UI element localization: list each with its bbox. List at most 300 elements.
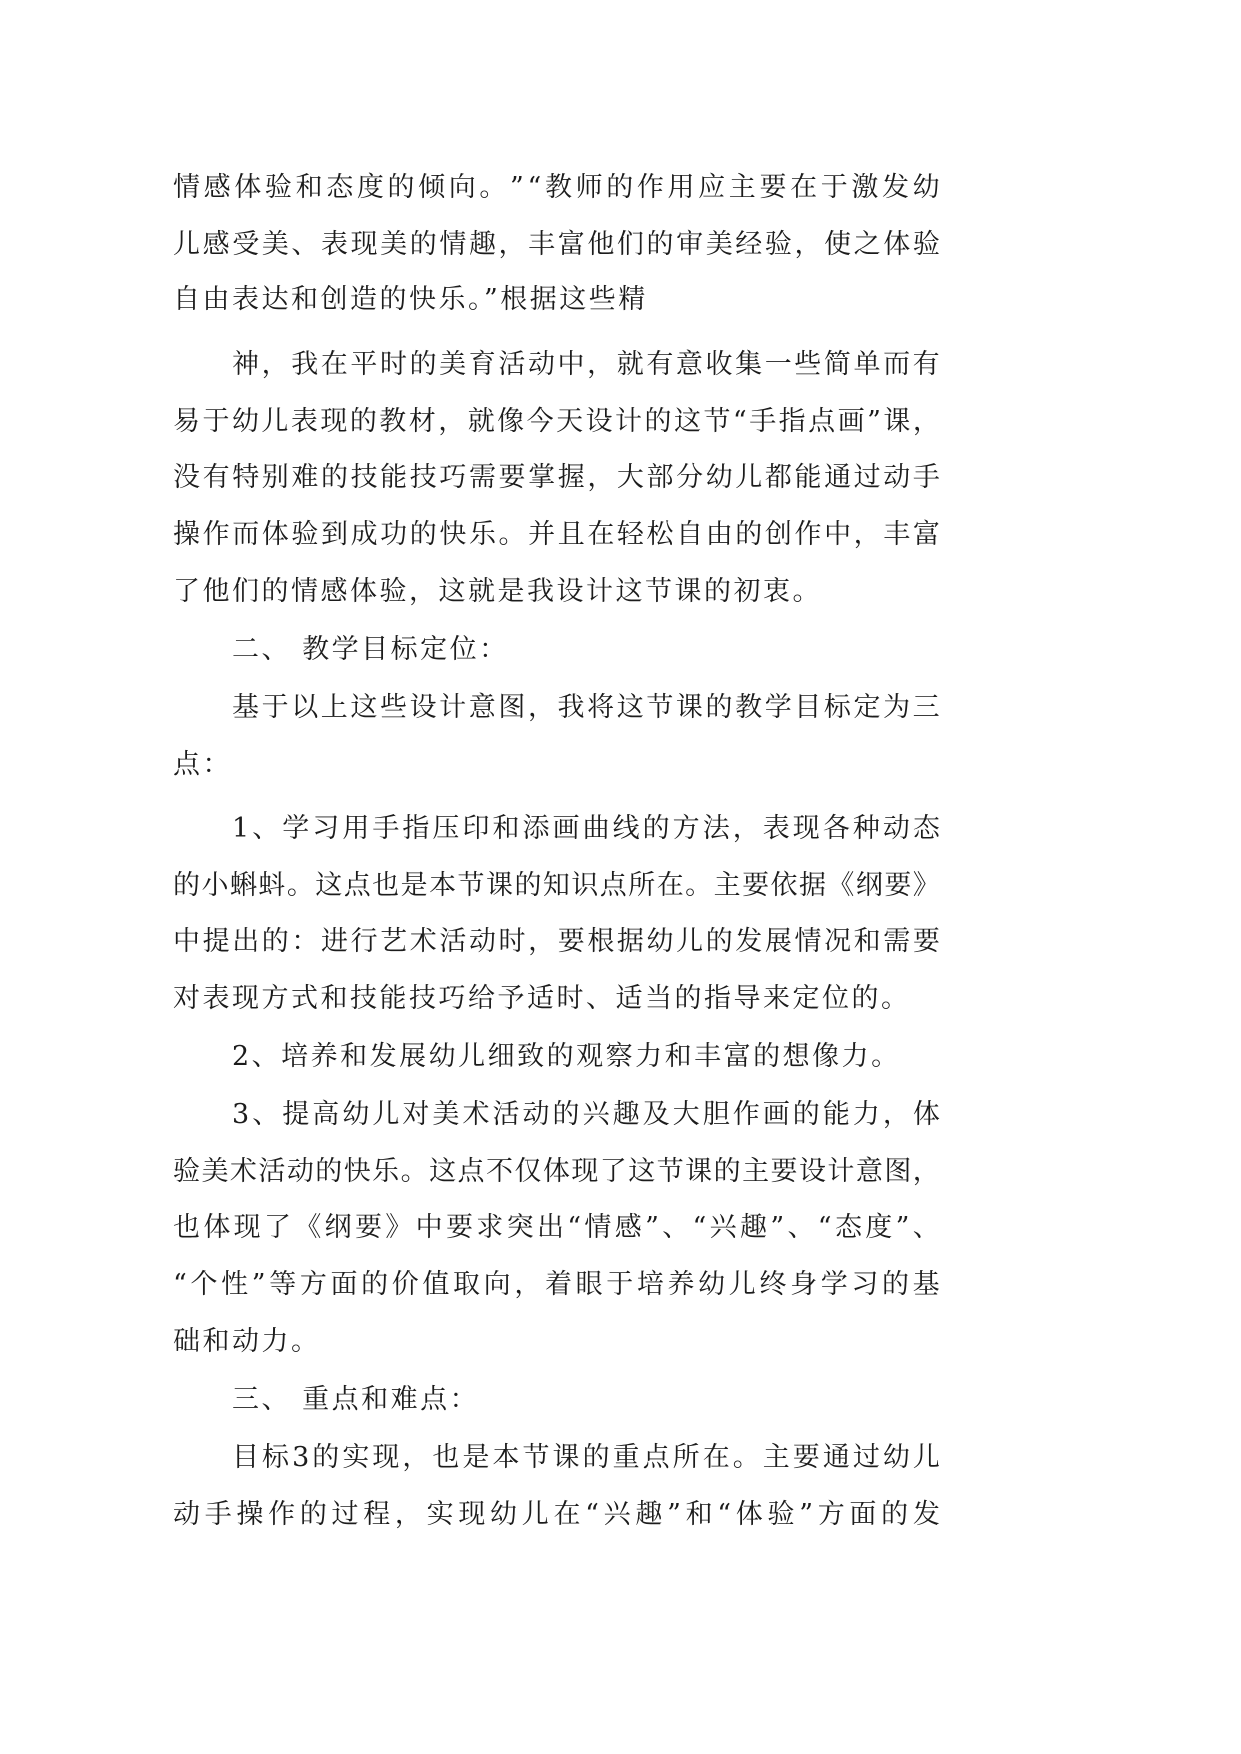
- glyph: 我: [291, 349, 319, 380]
- glyph: 儿: [261, 406, 289, 437]
- glyph: 动: [883, 462, 911, 493]
- glyph: 、: [252, 813, 280, 844]
- glyph: 等: [269, 1269, 297, 1300]
- glyph: 学: [282, 813, 310, 844]
- glyph: 节: [646, 692, 674, 723]
- glyph: 感: [202, 229, 230, 260]
- glyph: 儿: [728, 1269, 756, 1300]
- glyph: 美: [201, 1156, 229, 1187]
- glyph: 用: [342, 813, 370, 844]
- glyph: 乐: [468, 519, 496, 550]
- glyph: 意: [468, 692, 496, 723]
- glyph: 有: [202, 462, 230, 493]
- glyph: 功: [380, 519, 408, 550]
- glyph: 三: [912, 692, 940, 723]
- glyph: 纲: [855, 870, 883, 901]
- glyph: 课: [485, 870, 513, 901]
- glyph: 体: [912, 1099, 940, 1130]
- glyph: 验: [173, 1156, 200, 1187]
- glyph: ”: [867, 406, 881, 437]
- glyph: 学: [764, 692, 792, 723]
- glyph: 1: [232, 813, 250, 844]
- glyph: 所: [672, 1442, 700, 1473]
- glyph: 指: [402, 813, 430, 844]
- glyph: 儿: [521, 1499, 549, 1530]
- glyph: 蝌: [229, 870, 257, 901]
- glyph: 轻: [616, 519, 644, 550]
- glyph: 。: [498, 519, 526, 550]
- glyph: 儿: [735, 462, 763, 493]
- glyph: 习: [312, 813, 340, 844]
- glyph: 计: [827, 1156, 855, 1187]
- glyph: 动: [468, 926, 496, 957]
- glyph: 这: [429, 1156, 457, 1187]
- glyph: 以: [291, 692, 319, 723]
- glyph: 培: [636, 1269, 664, 1300]
- glyph: 作: [636, 172, 664, 203]
- glyph: 体: [261, 519, 289, 550]
- glyph: 验: [912, 229, 940, 260]
- glyph: ，: [402, 1442, 430, 1473]
- glyph: 儿: [676, 926, 704, 957]
- glyph: 了: [263, 1212, 291, 1243]
- glyph: 有: [912, 349, 940, 380]
- glyph: 单: [853, 349, 881, 380]
- glyph: 体: [203, 1212, 231, 1243]
- text-line: [173, 1495, 940, 1535]
- glyph: 丰: [883, 519, 911, 550]
- glyph: 自: [676, 519, 704, 550]
- glyph: 作: [268, 1499, 296, 1530]
- glyph: 蚪: [258, 870, 286, 901]
- glyph: 的: [644, 406, 672, 437]
- glyph: 儿: [173, 229, 200, 260]
- glyph: 且: [557, 519, 585, 550]
- glyph: 趣: [468, 229, 496, 260]
- glyph: 。: [685, 870, 713, 901]
- glyph: 验: [291, 519, 319, 550]
- glyph: 压: [432, 813, 460, 844]
- glyph: 习: [851, 1269, 879, 1300]
- glyph: 依: [770, 870, 798, 901]
- glyph: 在: [702, 1442, 730, 1473]
- glyph: 、: [252, 1099, 280, 1130]
- glyph: “: [527, 172, 542, 203]
- glyph: 体: [542, 1156, 570, 1187]
- glyph: 小: [201, 870, 229, 901]
- glyph: 要: [759, 172, 787, 203]
- glyph: 点: [457, 1156, 485, 1187]
- glyph: 点: [599, 870, 627, 901]
- glyph: 幼: [646, 926, 674, 957]
- glyph: “: [817, 1212, 832, 1243]
- glyph: 成: [350, 519, 378, 550]
- glyph: 力: [852, 1099, 880, 1130]
- glyph: 点: [642, 1442, 670, 1473]
- glyph: 现: [571, 1156, 599, 1187]
- glyph: 一: [764, 349, 792, 380]
- glyph: 激: [851, 172, 879, 203]
- glyph: 点: [343, 870, 371, 901]
- paragraph-first-line: [232, 688, 940, 728]
- glyph: 由: [705, 519, 733, 550]
- glyph: 定: [853, 692, 881, 723]
- glyph: 活: [498, 349, 526, 380]
- glyph: 而: [232, 519, 260, 550]
- glyph: 师: [575, 172, 603, 203]
- glyph: 需: [883, 926, 911, 957]
- glyph: 作: [794, 519, 822, 550]
- glyph: 育: [468, 349, 496, 380]
- glyph: 体: [735, 1499, 763, 1530]
- glyph: 于: [261, 692, 289, 723]
- glyph: ，: [498, 229, 526, 260]
- glyph: 教: [379, 406, 407, 437]
- glyph: 趣: [740, 1212, 767, 1243]
- glyph: 于: [606, 1269, 634, 1300]
- glyph: 操: [236, 1499, 264, 1530]
- glyph: 的: [299, 1499, 327, 1530]
- glyph: 有: [646, 349, 674, 380]
- glyph: 、: [787, 1212, 815, 1243]
- glyph: 养: [667, 1269, 695, 1300]
- glyph: 画: [837, 406, 865, 437]
- glyph: 特: [232, 462, 260, 493]
- glyph: 在: [553, 1499, 581, 1530]
- glyph: 也: [173, 1212, 200, 1243]
- glyph: 出: [232, 926, 260, 957]
- glyph: 中: [824, 519, 852, 550]
- glyph: 值: [422, 1269, 450, 1300]
- glyph: 要: [884, 870, 912, 901]
- glyph: 富: [557, 229, 585, 260]
- glyph: 对: [402, 1099, 430, 1130]
- glyph: 要: [912, 926, 940, 957]
- glyph: “: [717, 1499, 732, 1530]
- glyph: 操: [173, 519, 200, 550]
- glyph: ，: [514, 1269, 542, 1300]
- glyph: 的: [792, 1099, 820, 1130]
- glyph: 要: [792, 1442, 820, 1473]
- glyph: 、: [662, 1212, 690, 1243]
- glyph: 行: [350, 926, 378, 957]
- glyph: 终: [759, 1269, 787, 1300]
- glyph: 快: [343, 1156, 371, 1187]
- text-line: [173, 458, 940, 498]
- glyph: 各: [822, 813, 850, 844]
- glyph: 中: [557, 349, 585, 380]
- glyph: 情: [439, 229, 467, 260]
- glyph: ”: [251, 1269, 266, 1300]
- glyph: 幼: [490, 1499, 518, 1530]
- text-line: 础和动力。: [173, 1326, 321, 1357]
- glyph: 的: [735, 519, 763, 550]
- glyph: 要: [742, 870, 770, 901]
- glyph: 活: [439, 926, 467, 957]
- glyph: 纲: [324, 1212, 352, 1243]
- glyph: 印: [462, 813, 490, 844]
- glyph: 发: [882, 172, 909, 203]
- text-line: [173, 922, 940, 962]
- glyph: 。: [400, 1156, 428, 1187]
- glyph: 美: [380, 229, 408, 260]
- glyph: 收: [705, 349, 733, 380]
- glyph: ”: [667, 1499, 681, 1530]
- glyph: 些: [379, 692, 407, 723]
- glyph: 提: [202, 926, 230, 957]
- glyph: 作: [732, 1099, 760, 1130]
- glyph: 教: [544, 172, 572, 203]
- glyph: 和: [492, 813, 520, 844]
- glyph: 掌: [528, 462, 556, 493]
- glyph: 求: [476, 1212, 504, 1243]
- glyph: 情: [794, 926, 822, 957]
- glyph: 兴: [582, 1099, 610, 1130]
- glyph: 知: [542, 870, 570, 901]
- glyph: 通: [824, 462, 852, 493]
- glyph: 了: [599, 1156, 627, 1187]
- glyph: 儿: [372, 1099, 400, 1130]
- glyph: 画: [762, 1099, 790, 1130]
- glyph: 使: [824, 229, 852, 260]
- glyph: 主: [713, 870, 741, 901]
- list-item-first-line: 2、培养和发展幼儿细致的观察力和丰富的想像力。: [232, 1041, 901, 1072]
- glyph: 验: [264, 172, 292, 203]
- glyph: ”: [895, 1212, 910, 1243]
- glyph: 验: [764, 229, 792, 260]
- glyph: 的: [881, 1499, 909, 1530]
- glyph: 美: [705, 229, 733, 260]
- glyph: 在: [587, 519, 615, 550]
- glyph: 快: [439, 519, 467, 550]
- glyph: 大: [672, 1099, 700, 1130]
- glyph: 发: [735, 926, 763, 957]
- glyph: 像: [497, 406, 525, 437]
- glyph: 节: [457, 870, 485, 901]
- glyph: 时: [379, 349, 407, 380]
- text-line: [173, 1152, 940, 1192]
- glyph: 都: [764, 462, 792, 493]
- list-item-first-line: [232, 809, 940, 849]
- glyph: 能: [822, 1099, 850, 1130]
- glyph: 简: [823, 349, 851, 380]
- glyph: 富: [912, 519, 940, 550]
- glyph: 和: [853, 926, 881, 957]
- glyph: 幼: [698, 1269, 726, 1300]
- glyph: 手: [204, 1499, 232, 1530]
- glyph: 态: [912, 813, 940, 844]
- glyph: 发: [912, 1499, 940, 1530]
- glyph: 平: [350, 349, 378, 380]
- glyph: ，: [732, 813, 760, 844]
- section-heading: 二、 教学目标定位：: [232, 634, 509, 665]
- glyph: 主: [742, 1156, 770, 1187]
- glyph: ”: [510, 172, 524, 203]
- glyph: 画: [552, 813, 580, 844]
- glyph: 过: [852, 1442, 880, 1473]
- glyph: 设: [409, 692, 437, 723]
- glyph: 能: [380, 462, 408, 493]
- glyph: ：: [291, 926, 319, 957]
- glyph: 基: [232, 692, 259, 723]
- glyph: 在: [790, 172, 818, 203]
- glyph: 神: [232, 349, 259, 380]
- glyph: 的: [315, 1156, 343, 1187]
- glyph: 天: [556, 406, 584, 437]
- glyph: 感: [203, 172, 231, 203]
- glyph: 课: [552, 1442, 580, 1473]
- glyph: 主: [762, 1442, 790, 1473]
- glyph: 过: [331, 1499, 359, 1530]
- glyph: 标: [262, 1442, 290, 1473]
- glyph: 易: [173, 406, 200, 437]
- glyph: 仅: [514, 1156, 542, 1187]
- glyph: 体: [234, 172, 262, 203]
- glyph: ”: [770, 1212, 785, 1243]
- glyph: 及: [642, 1099, 670, 1130]
- glyph: 在: [320, 349, 348, 380]
- glyph: 方: [672, 813, 700, 844]
- glyph: 幼: [342, 1099, 370, 1130]
- glyph: 和: [295, 172, 323, 203]
- glyph: 实: [426, 1499, 454, 1530]
- glyph: 的: [642, 813, 670, 844]
- glyph: 创: [764, 519, 792, 550]
- glyph: 线: [612, 813, 640, 844]
- glyph: 现: [233, 1212, 261, 1243]
- glyph: 中: [173, 926, 200, 957]
- glyph: 手: [912, 462, 940, 493]
- glyph: 的: [705, 692, 733, 723]
- glyph: 兴: [709, 1212, 737, 1243]
- glyph: 这: [628, 1156, 656, 1187]
- glyph: 添: [522, 813, 550, 844]
- glyph: ，: [853, 519, 881, 550]
- glyph: 材: [408, 406, 436, 437]
- glyph: 趣: [635, 1499, 663, 1530]
- glyph: 面: [849, 1499, 877, 1530]
- paragraph-first-line: [232, 1438, 940, 1478]
- glyph: 的: [312, 1442, 340, 1473]
- glyph: 就: [467, 406, 495, 437]
- glyph: 活: [258, 1156, 286, 1187]
- glyph: 识: [571, 870, 599, 901]
- glyph: “: [173, 1269, 187, 1300]
- glyph: 技: [409, 462, 437, 493]
- glyph: 术: [409, 926, 437, 957]
- glyph: 验: [767, 1499, 795, 1530]
- glyph: 出: [536, 1212, 564, 1243]
- glyph: 教: [735, 692, 763, 723]
- glyph: 基: [912, 1269, 940, 1300]
- section-heading: 三、 重点和难点：: [232, 1384, 480, 1415]
- glyph: 倾: [418, 172, 446, 203]
- glyph: 况: [824, 926, 852, 957]
- glyph: 动: [882, 813, 910, 844]
- glyph: 些: [794, 349, 822, 380]
- glyph: 要: [498, 462, 526, 493]
- glyph: 美: [439, 349, 467, 380]
- glyph: 。: [479, 172, 507, 203]
- glyph: 经: [735, 229, 763, 260]
- glyph: ，: [794, 229, 822, 260]
- glyph: 兴: [603, 1499, 631, 1530]
- glyph: 意: [855, 1156, 883, 1187]
- glyph: 要: [770, 1156, 798, 1187]
- glyph: 分: [676, 462, 704, 493]
- glyph: 本: [492, 1442, 520, 1473]
- glyph: 活: [492, 1099, 520, 1130]
- glyph: ，: [394, 1499, 422, 1530]
- glyph: 到: [320, 519, 348, 550]
- glyph: 的: [409, 229, 437, 260]
- glyph: 并: [528, 519, 556, 550]
- glyph: 意: [675, 349, 703, 380]
- glyph: 要: [557, 926, 585, 957]
- glyph: 的: [361, 1269, 389, 1300]
- glyph: 术: [462, 1099, 490, 1130]
- glyph: 艺: [380, 926, 408, 957]
- glyph: 《: [294, 1212, 322, 1243]
- glyph: 。: [732, 1442, 760, 1473]
- glyph: 幼: [231, 406, 259, 437]
- glyph: 他: [587, 229, 615, 260]
- glyph: 不: [485, 1156, 513, 1187]
- glyph: 情: [584, 1212, 612, 1243]
- glyph: 根: [587, 926, 615, 957]
- glyph: 将: [587, 692, 615, 723]
- glyph: 和: [685, 1499, 713, 1530]
- glyph: 据: [616, 926, 644, 957]
- glyph: 主: [728, 172, 756, 203]
- glyph: 、: [291, 229, 319, 260]
- text-line: 自由表达和创造的快乐。”根据这些精: [173, 284, 648, 315]
- glyph: 部: [646, 462, 674, 493]
- glyph: 的: [261, 926, 289, 957]
- glyph: 个: [190, 1269, 218, 1300]
- glyph: 技: [350, 462, 378, 493]
- glyph: 目: [232, 1442, 259, 1473]
- glyph: 表: [290, 406, 318, 437]
- text-line: [173, 402, 940, 442]
- glyph: 巧: [439, 462, 467, 493]
- glyph: 性: [221, 1269, 249, 1300]
- glyph: 度: [356, 172, 384, 203]
- glyph: 动: [173, 1499, 200, 1530]
- glyph: 实: [342, 1442, 370, 1473]
- glyph: 幼: [882, 1442, 910, 1473]
- glyph: 手: [372, 813, 400, 844]
- glyph: 现: [792, 813, 820, 844]
- glyph: 设: [798, 1156, 826, 1187]
- glyph: 时: [498, 926, 526, 957]
- glyph: 种: [852, 813, 880, 844]
- glyph: 这: [673, 406, 701, 437]
- glyph: 课: [675, 692, 703, 723]
- glyph: 计: [615, 406, 643, 437]
- glyph: ，: [587, 462, 615, 493]
- glyph: 于: [820, 172, 848, 203]
- text-line: [173, 1265, 940, 1305]
- glyph: 法: [702, 813, 730, 844]
- glyph: 的: [349, 406, 377, 437]
- text-line: 点：: [173, 749, 232, 780]
- glyph: 的: [646, 229, 674, 260]
- glyph: “: [732, 406, 747, 437]
- glyph: 术: [229, 1156, 257, 1187]
- glyph: 受: [232, 229, 260, 260]
- glyph: 而: [883, 349, 911, 380]
